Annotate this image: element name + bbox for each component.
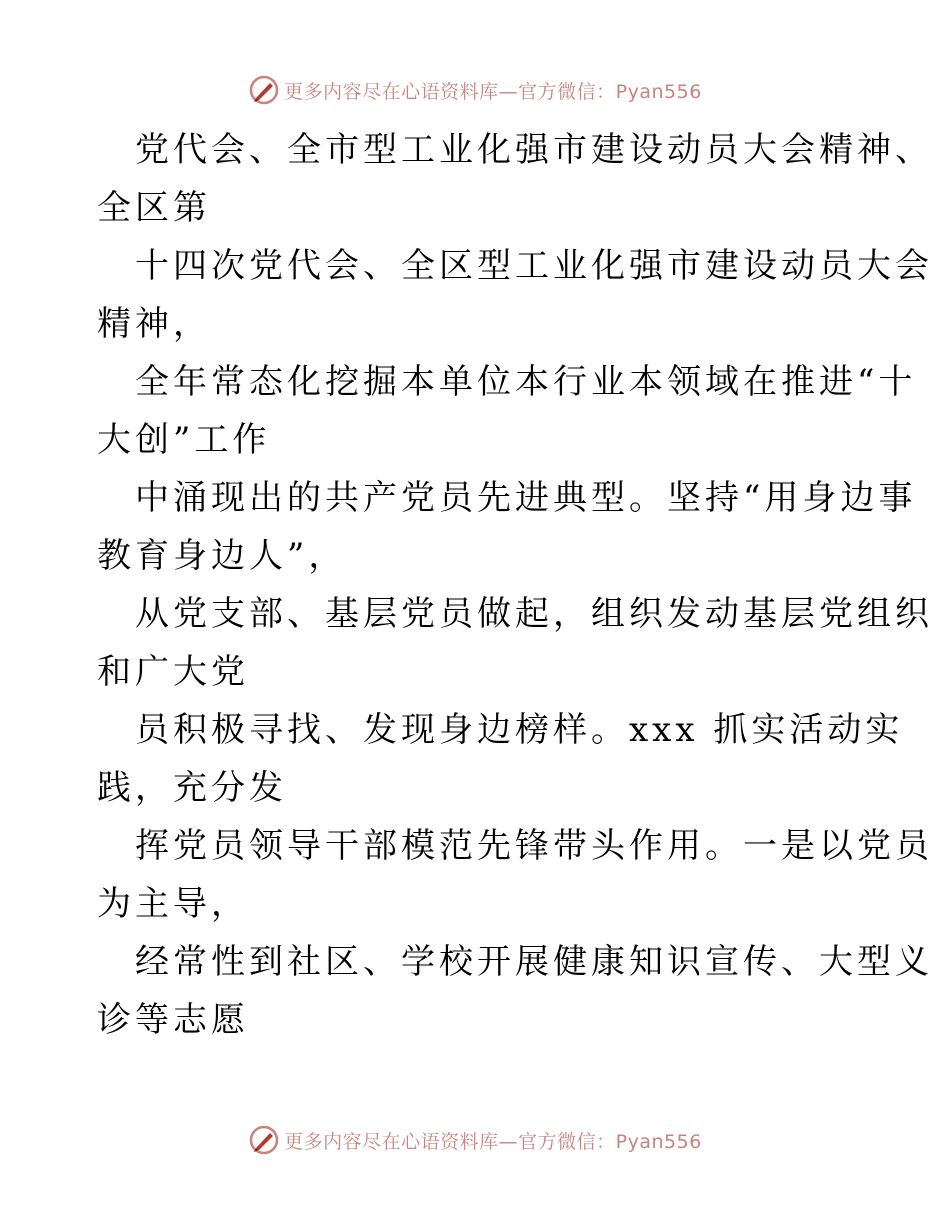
text-line: 和广大党 bbox=[97, 652, 249, 692]
footer-banner bbox=[0, 1120, 950, 1160]
text-line: 全区第 bbox=[97, 188, 211, 228]
text-line: 践，充分发 bbox=[97, 768, 287, 808]
header-banner bbox=[0, 70, 950, 110]
text-line: 诊等志愿 bbox=[97, 1000, 249, 1040]
text-line: 中涌现出的共产党员先进典型。坚持“用身边事 bbox=[135, 478, 917, 518]
text-line: 十四次党代会、全区型工业化强市建设动员大会 bbox=[135, 246, 933, 286]
text-line: 为主导， bbox=[97, 884, 249, 924]
text-line: 从党支部、基层党员做起，组织发动基层党组织 bbox=[135, 594, 933, 634]
text-line: 经常性到社区、学校开展健康知识宣传、大型义 bbox=[135, 942, 933, 982]
text-line: 员积极寻找、发现身边榜样。xxx 抓实活动实 bbox=[135, 710, 904, 750]
text-line: 精神， bbox=[97, 304, 211, 344]
footer-banner-text: 更多内容尽在心语资料库—官方微信：Pyan556 bbox=[284, 1130, 702, 1153]
text-line: 教育身边人”， bbox=[97, 536, 347, 576]
header-banner-text: 更多内容尽在心语资料库—官方微信：Pyan556 bbox=[284, 80, 702, 103]
text-line: 党代会、全市型工业化强市建设动员大会精神、 bbox=[135, 130, 933, 170]
text-line: 大创”工作 bbox=[97, 420, 271, 460]
text-line: 挥党员领导干部模范先锋带头作用。一是以党员 bbox=[135, 826, 933, 866]
pen-nib-circle-icon bbox=[248, 74, 280, 106]
pen-nib-circle-icon bbox=[248, 1124, 280, 1156]
text-line: 全年常态化挖掘本单位本行业本领域在推进“十 bbox=[135, 362, 917, 402]
